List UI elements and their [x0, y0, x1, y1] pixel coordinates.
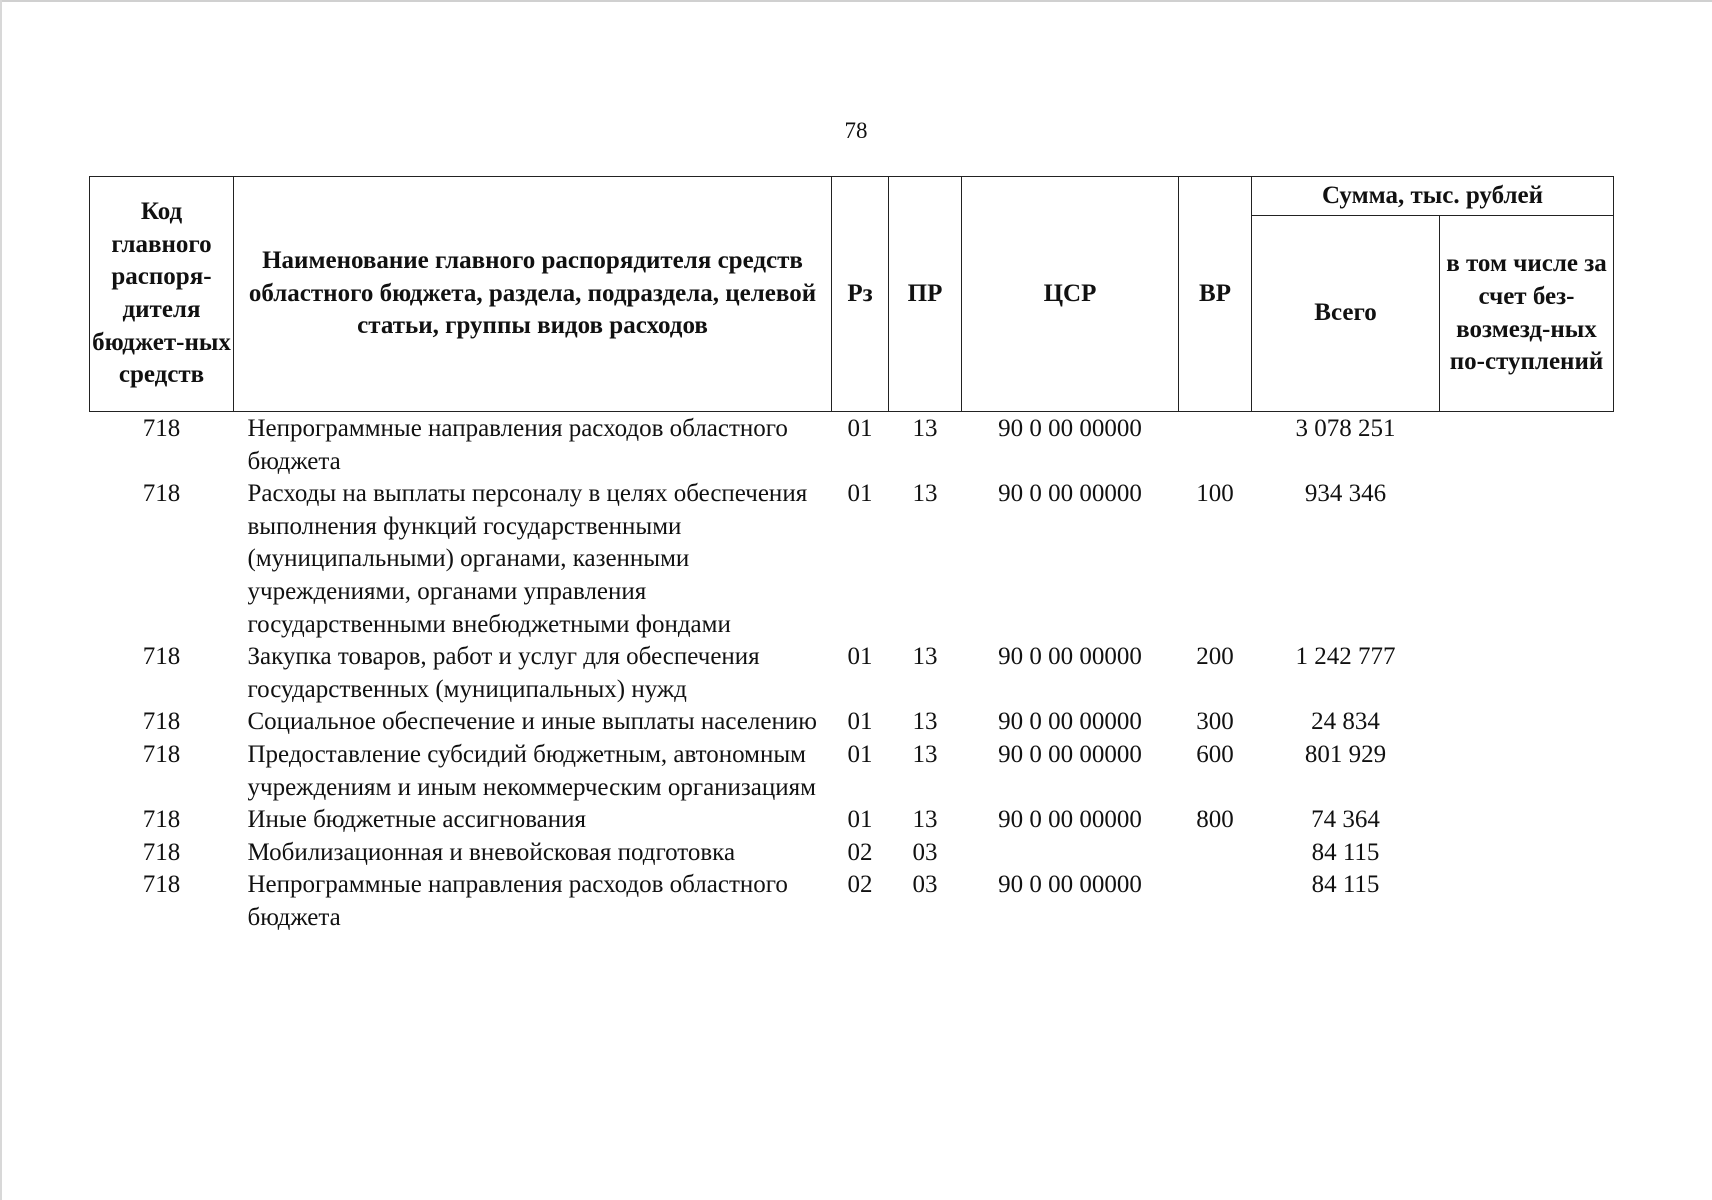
cell-free	[1440, 706, 1614, 739]
table-row	[90, 706, 1614, 739]
table-row	[90, 869, 1614, 934]
header-total: Всего	[1252, 216, 1440, 412]
cell-total: 934 346	[1304, 480, 1387, 508]
cell-code: 718	[142, 740, 181, 768]
table-row	[90, 412, 1614, 479]
cell-code: 718	[142, 480, 181, 508]
cell-pr: 03	[912, 838, 938, 866]
table-row	[90, 739, 1614, 804]
cell-csr: 90 0 00 00000	[998, 708, 1142, 736]
cell-code: 718	[142, 708, 181, 736]
cell-vr: 200	[1196, 643, 1234, 671]
table-row	[90, 804, 1614, 837]
cell-free	[1440, 478, 1614, 641]
header-csr: ЦСР	[962, 177, 1179, 412]
cell-free	[1440, 739, 1614, 804]
cell-total: 801 929	[1304, 740, 1387, 768]
cell-rz: 01	[847, 708, 873, 736]
cell-vr	[1179, 869, 1252, 934]
cell-rz: 02	[847, 871, 873, 899]
cell-name: Непрограммные направления расходов областного бюджета	[247, 871, 788, 931]
cell-code: 718	[142, 838, 181, 866]
cell-pr: 13	[912, 643, 938, 671]
cell-code: 718	[142, 806, 181, 834]
cell-csr	[962, 837, 1179, 870]
cell-name: Непрограммные направления расходов областного бюджета	[247, 415, 788, 475]
cell-vr	[1179, 837, 1252, 870]
page-edge-left	[0, 0, 2, 1200]
cell-name: Закупка товаров, работ и услуг для обеспечения государственных (муниципальных) нужд	[247, 643, 760, 703]
cell-code: 718	[142, 415, 181, 442]
cell-rz: 01	[847, 480, 873, 508]
cell-pr: 13	[912, 415, 938, 442]
page-number: 78	[844, 118, 868, 143]
cell-free	[1440, 837, 1614, 870]
cell-csr: 90 0 00 00000	[998, 806, 1142, 834]
table-row	[90, 641, 1614, 706]
cell-total: 1 242 777	[1295, 643, 1396, 671]
cell-name: Иные бюджетные ассигнования	[247, 806, 587, 834]
header-sum: Сумма, тыс. рублей	[1252, 177, 1614, 216]
cell-vr	[1179, 412, 1252, 479]
header-vr: ВР	[1179, 177, 1252, 412]
cell-rz: 01	[847, 806, 873, 834]
cell-total: 3 078 251	[1295, 415, 1396, 442]
cell-free	[1440, 804, 1614, 837]
cell-pr: 13	[912, 806, 938, 834]
cell-pr: 13	[912, 480, 938, 508]
cell-rz: 01	[847, 643, 873, 671]
cell-csr: 90 0 00 00000	[998, 740, 1142, 768]
cell-pr: 13	[912, 740, 938, 768]
header-free: в том числе за счет без-возмезд-ных по-ступлений	[1440, 216, 1614, 412]
cell-csr: 90 0 00 00000	[998, 415, 1142, 442]
cell-free	[1440, 641, 1614, 706]
cell-free	[1440, 412, 1614, 479]
budget-table	[89, 176, 1614, 935]
cell-pr: 03	[912, 871, 938, 899]
table-row	[90, 837, 1614, 870]
cell-name: Предоставление субсидий бюджетным, автономным учреждениям и иным некоммерческим организациям	[247, 740, 816, 801]
cell-total: 84 115	[1311, 871, 1380, 899]
table-header	[90, 177, 1614, 412]
header-name: Наименование главного распорядителя средств областного бюджета, раздела, подраздела, целевой статьи, группы видов расходов	[234, 177, 832, 412]
cell-csr: 90 0 00 00000	[998, 480, 1142, 508]
cell-total: 24 834	[1311, 708, 1380, 736]
cell-vr: 100	[1196, 480, 1234, 508]
cell-total: 74 364	[1311, 806, 1380, 834]
cell-free	[1440, 869, 1614, 934]
cell-vr: 300	[1196, 708, 1234, 736]
header-code: Код главного распоря-дителя бюджет-ных средств	[90, 177, 234, 412]
table-row	[90, 478, 1614, 641]
cell-rz: 01	[847, 740, 873, 768]
cell-total: 84 115	[1311, 838, 1380, 866]
cell-name: Мобилизационная и вневойсковая подготовка	[247, 838, 736, 866]
cell-rz: 01	[847, 415, 873, 442]
page-edge-top	[0, 0, 1712, 2]
cell-code: 718	[142, 643, 181, 671]
table-body	[90, 412, 1614, 935]
cell-name: Социальное обеспечение и иные выплаты населению	[247, 708, 817, 736]
cell-code: 718	[142, 871, 181, 899]
cell-pr: 13	[912, 708, 938, 736]
cell-csr: 90 0 00 00000	[998, 871, 1142, 899]
header-rz: Рз	[832, 177, 889, 412]
cell-vr: 600	[1196, 740, 1234, 768]
header-pr: ПР	[889, 177, 962, 412]
cell-csr: 90 0 00 00000	[998, 643, 1142, 671]
cell-vr: 800	[1196, 806, 1234, 834]
cell-name: Расходы на выплаты персоналу в целях обеспечения выполнения функций государственными (муниципальными) органами, казенными учреждениями, органами управления государственными внебюджетными фондами	[247, 480, 808, 638]
cell-rz: 02	[847, 838, 873, 866]
